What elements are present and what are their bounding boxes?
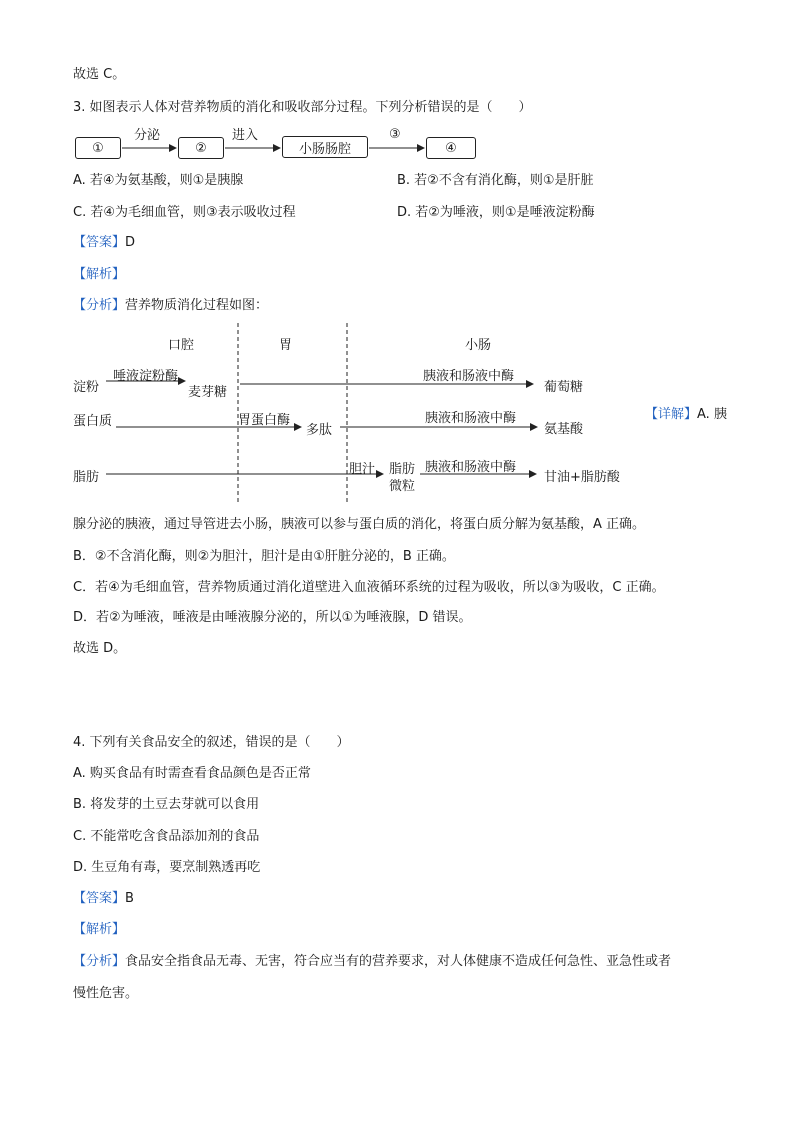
q4-option-d: D. 生豆角有毒，要烹制熟透再吃 xyxy=(73,860,261,875)
q3-stem: 3. 如图表示人体对营养物质的消化和吸收部分过程。下列分析错误的是（ ） xyxy=(73,100,532,115)
q3-detail-start xyxy=(645,406,727,424)
q3-conclusion: 故选 D。 xyxy=(73,641,127,656)
row-starch: 淀粉 xyxy=(73,380,100,395)
label-panc-int-3: 胰液和肠液中酶 xyxy=(425,460,517,475)
q3-option-b: B. 若②不含有消化酶，则①是肝脏 xyxy=(397,173,594,188)
q3-answer-tag: 【答案】 xyxy=(73,235,126,250)
q4-option-b: B. 将发芽的土豆去芽就可以食用 xyxy=(73,797,260,812)
label-fat-particle-1: 脂肪 xyxy=(389,462,416,477)
label-glucose: 葡萄糖 xyxy=(544,380,584,395)
q4-answer-tag: 【答案】 xyxy=(73,891,126,906)
label-polypeptide: 多肽 xyxy=(306,423,333,438)
flow-arrow-3-label: ③ xyxy=(389,127,401,142)
q3-detail-start-text: A. 胰 xyxy=(697,407,727,422)
q3-option-a: A. 若④为氨基酸，则①是胰腺 xyxy=(73,173,244,188)
q3-option-d: D. 若②为唾液，则①是唾液淀粉酶 xyxy=(397,205,595,220)
label-panc-int-1: 胰液和肠液中酶 xyxy=(423,369,515,384)
flow-box-3: 小肠肠腔 xyxy=(282,136,368,158)
q3-option-c: C. 若④为毛细血管，则③表示吸收过程 xyxy=(73,205,296,220)
label-bile: 胆汁 xyxy=(349,462,376,477)
q3-detail-cont: 腺分泌的胰液，通过导管进去小肠，胰液可以参与蛋白质的消化，将蛋白质分解为氨基酸，A 正确。 xyxy=(73,517,646,532)
flow-arrow-2-label: 进入 xyxy=(232,128,259,143)
label-amino-acid: 氨基酸 xyxy=(544,422,584,437)
q4-answer-line xyxy=(73,890,134,908)
region-mouth: 口腔 xyxy=(168,338,195,353)
digestion-diagram-lines xyxy=(0,0,794,520)
q4-analysis-line-1 xyxy=(73,953,671,971)
row-protein: 蛋白质 xyxy=(73,414,113,429)
prev-conclusion: 故选 C。 xyxy=(73,67,126,82)
q3-detail-tag: 【详解】 xyxy=(645,407,698,422)
flow-box-1: ① xyxy=(75,137,121,159)
q4-analysis-heading: 【解析】 xyxy=(73,922,126,937)
q4-analysis-text-1: 食品安全指食品无毒、无害，符合应当有的营养要求，对人体健康不造成任何急性、亚急性或者 xyxy=(125,954,672,969)
label-pepsin: 胃蛋白酶 xyxy=(238,413,291,428)
flow-box-2: ② xyxy=(178,137,224,159)
q3-detail-b: B．②不含消化酶，则②为胆汁，胆汁是由①肝脏分泌的，B 正确。 xyxy=(73,549,455,564)
q4-option-c: C. 不能常吃含食品添加剂的食品 xyxy=(73,829,260,844)
label-fat-particle-2: 微粒 xyxy=(389,479,416,494)
q4-analysis-tag: 【分析】 xyxy=(73,954,126,969)
row-fat: 脂肪 xyxy=(73,470,100,485)
q3-analysis-text: 营养物质消化过程如图： xyxy=(125,298,269,313)
label-glycerol-fatty-acid: 甘油+脂肪酸 xyxy=(544,470,620,485)
label-saliva-amylase: 唾液淀粉酶 xyxy=(113,369,179,384)
q4-stem: 4. 下列有关食品安全的叙述，错误的是（ ） xyxy=(73,735,350,750)
q4-answer: B xyxy=(125,891,134,906)
region-stomach: 胃 xyxy=(279,338,293,353)
q3-analysis-tag: 【分析】 xyxy=(73,298,126,313)
flow-arrow-1-label: 分泌 xyxy=(134,128,161,143)
label-panc-int-2: 胰液和肠液中酶 xyxy=(425,411,517,426)
q3-detail-d: D．若②为唾液，唾液是由唾液腺分泌的，所以①为唾液腺，D 错误。 xyxy=(73,610,472,625)
flow-box-4: ④ xyxy=(426,137,476,159)
q3-analysis-heading: 【解析】 xyxy=(73,267,126,282)
region-small-intestine: 小肠 xyxy=(465,338,492,353)
q4-option-a: A. 购买食品有时需查看食品颜色是否正常 xyxy=(73,766,311,781)
q4-analysis-line-2: 慢性危害。 xyxy=(73,986,139,1001)
q3-answer: D xyxy=(125,235,136,250)
label-maltose: 麦芽糖 xyxy=(188,385,228,400)
q3-detail-c: C．若④为毛细血管，营养物质通过消化道壁进入血液循环系统的过程为吸收，所以③为吸收，C 正确。 xyxy=(73,580,665,595)
